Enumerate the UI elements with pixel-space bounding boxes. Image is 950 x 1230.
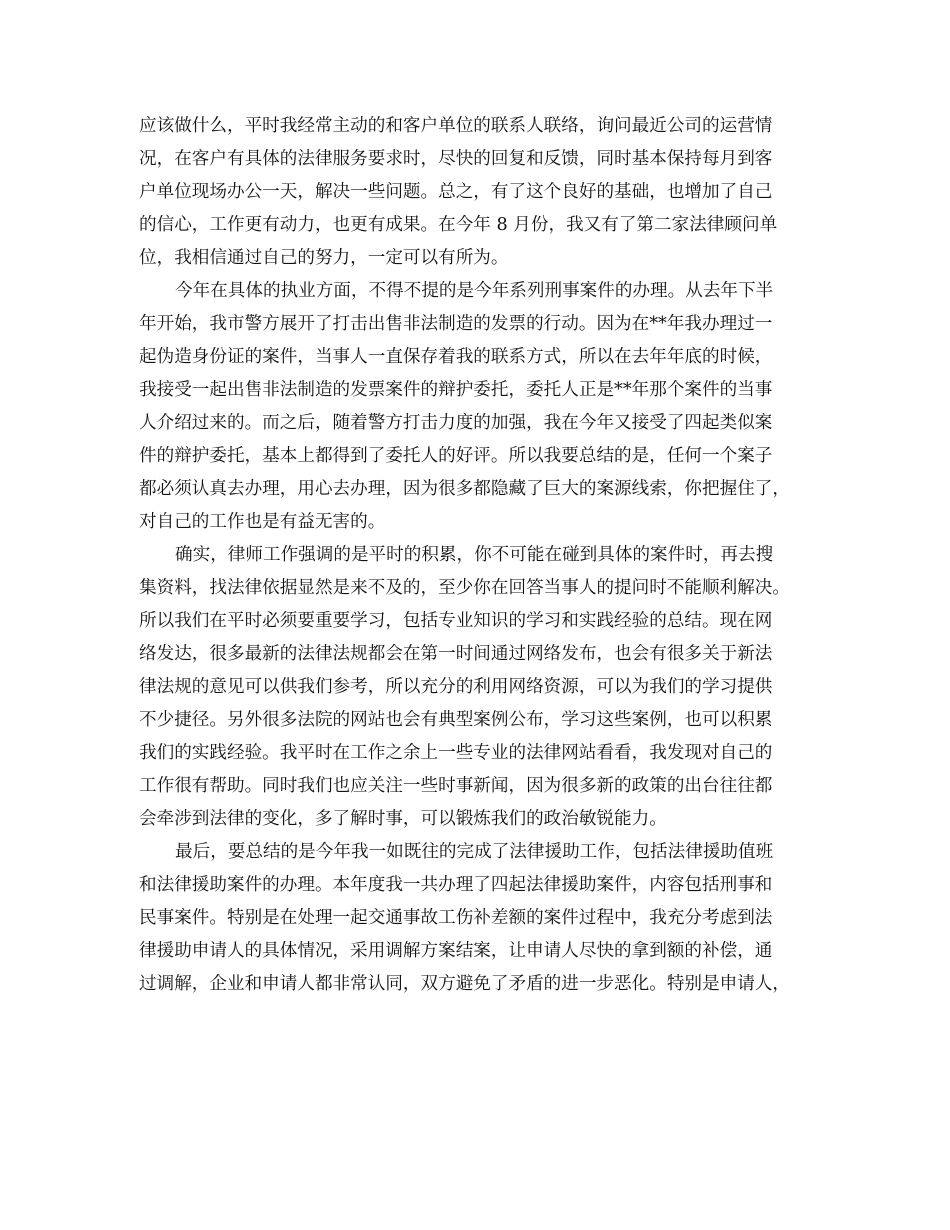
text-line: 都必须认真去办理，用心去办理，因为很多都隐藏了巨大的案源线索，你把握住了， [139,479,790,499]
text-line: 年开始，我市警方展开了打击出售非法制造的发票的行动。因为在**年我办理过一 [139,314,773,334]
text-line: 我接受一起出售非法制造的发票案件的辩护委托，委托人正是**年那个案件的当事 [139,380,773,400]
paragraph-3 [139,539,819,836]
text-line: 今年在具体的执业方面，不得不提的是今年系列刑事案件的办理。从去年下半 [175,281,774,301]
text-line: 过调解，企业和申请人都非常认同，双方避免了矛盾的进一步恶化。特别是申请人， [139,974,790,994]
text-line: 集资料，找法律依据显然是来不及的，至少你在回答当事人的提问时不能顺利解决。 [139,578,790,598]
paragraph-4 [139,836,819,1001]
text-line: 况，在客户有具体的法律服务要求时，尽快的回复和反馈，同时基本保持每月到客 [139,149,773,169]
text-line: 最后，要总结的是今年我一如既往的完成了法律援助工作，包括法律援助值班 [175,842,774,862]
text-line: 会牵涉到法律的变化，多了解时事，可以锻炼我们的政治敏锐能力。 [139,809,667,829]
text-line: 位，我相信通过自己的努力，一定可以有所为。 [139,248,509,268]
text-line: 民事案件。特别是在处理一起交通事故工伤补差额的案件过程中，我充分考虑到法 [139,908,773,928]
text-line: 律法规的意见可以供我们参考，所以充分的利用网络资源，可以为我们的学习提供 [139,677,773,697]
text-line: 不少捷径。另外很多法院的网站也会有典型案例公布，学习这些案例，也可以积累 [139,710,773,730]
text-line: 应该做什么，平时我经常主动的和客户单位的联系人联络，询问最近公司的运营情 [139,116,773,136]
text-line: 件的辩护委托，基本上都得到了委托人的好评。所以我要总结的是，任何一个案子 [139,446,773,466]
text-line: 的信心，工作更有动力，也更有成果。在今年 8 月份，我又有了第二家法律顾问单 [139,215,778,235]
document-body [139,110,819,1001]
text-line: 和法律援助案件的办理。本年度我一共办理了四起法律援助案件，内容包括刑事和 [139,875,773,895]
text-line: 人介绍过来的。而之后，随着警方打击力度的加强，我在今年又接受了四起类似案 [139,413,773,433]
text-line: 起伪造身份证的案件，当事人一直保存着我的联系方式，所以在去年年底的时候， [139,347,773,367]
text-line: 我们的实践经验。我平时在工作之余上一些专业的法律网站看看，我发现对自己的 [139,743,773,763]
text-line: 工作很有帮助。同时我们也应关注一些时事新闻，因为很多新的政策的出台往往都 [139,776,773,796]
paragraph-2 [139,275,819,539]
text-line: 确实，律师工作强调的是平时的积累，你不可能在碰到具体的案件时，再去搜 [175,545,774,565]
text-line: 所以我们在平时必须要重要学习，包括专业知识的学习和实践经验的总结。现在网 [139,611,773,631]
text-line: 对自己的工作也是有益无害的。 [139,512,386,532]
text-line: 律援助申请人的具体情况，采用调解方案结案，让申请人尽快的拿到额的补偿，通 [139,941,773,961]
text-line: 络发达，很多最新的法律法规都会在第一时间通过网络发布，也会有很多关于新法 [139,644,773,664]
paragraph-1 [139,110,819,275]
text-line: 户单位现场办公一天，解决一些问题。总之，有了这个良好的基础，也增加了自己 [139,182,773,202]
